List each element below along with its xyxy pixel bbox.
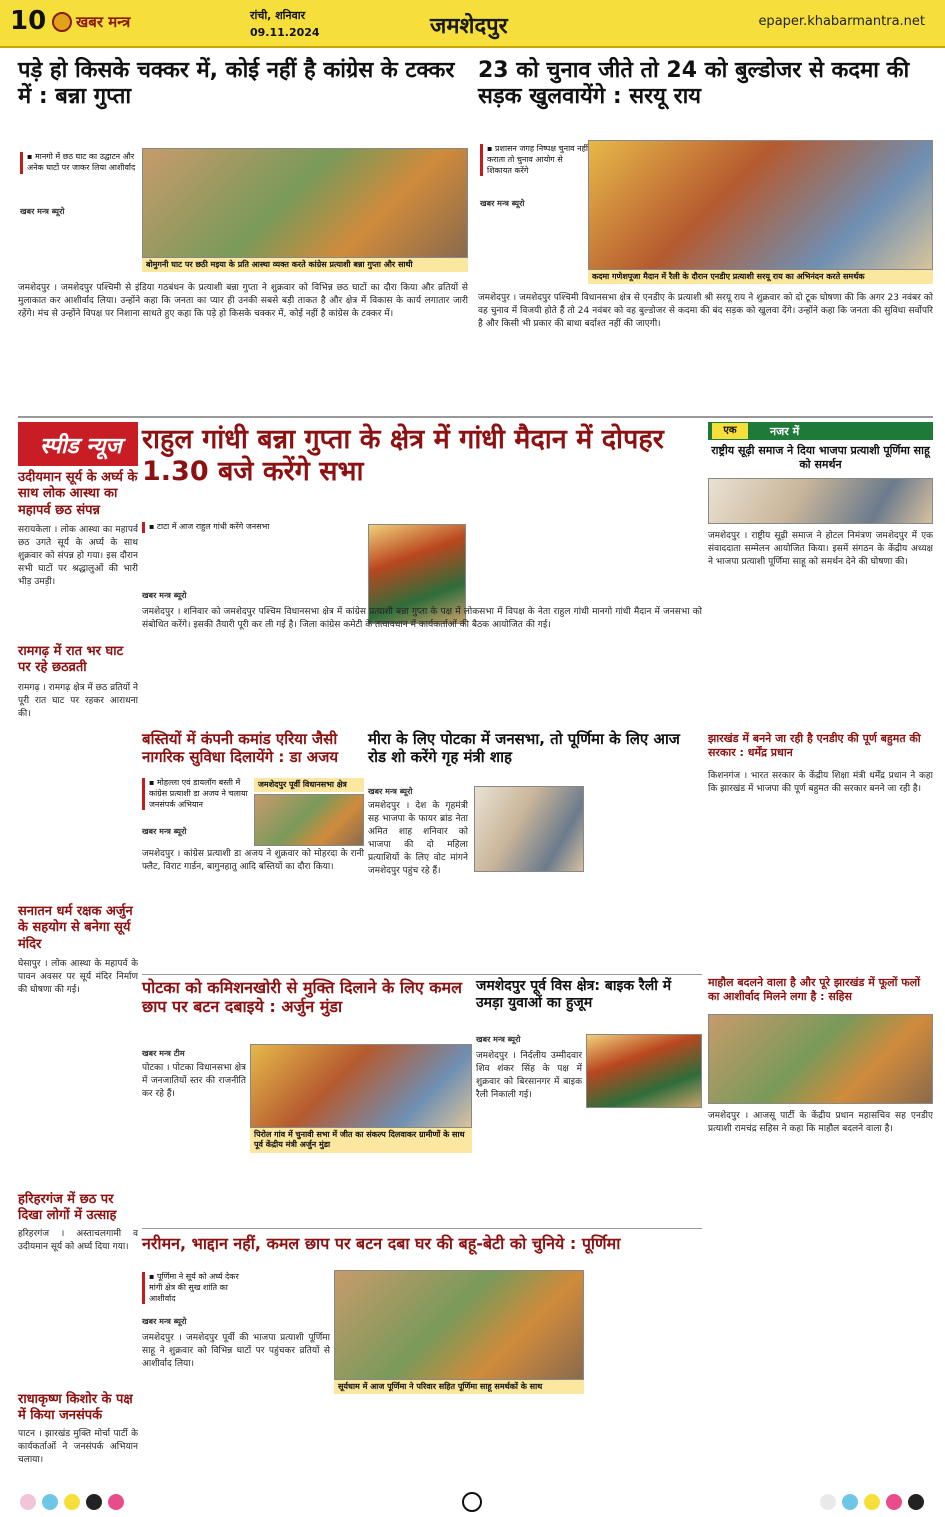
story8-photo	[334, 1270, 584, 1380]
nazar-photo	[708, 478, 933, 524]
story8-bullets: ▪ पूर्णिमा ने सूर्य को अर्घ्य देकर मांगी क्षेत्र की सुख शांति का आशीर्वाद	[142, 1272, 252, 1304]
brand-logo-icon	[52, 12, 72, 32]
section-title: जमशेदपुर	[430, 14, 508, 39]
nazar-headline: राष्ट्रीय सूढ़ी समाज ने दिया भाजपा प्रत्याशी पूर्णिमा साहू को समर्थन	[711, 444, 930, 471]
brand-name: खबर मन्त्र	[76, 13, 131, 31]
story6-byline: खबर मन्त्र टीम	[142, 1049, 185, 1058]
story1-caption: बोमुगनी घाट पर छठी मइया के प्रति आस्था व्यक्त करते कांग्रेस प्रत्याशी बन्ना गुप्ता और साथी	[142, 258, 468, 272]
registration-mark-icon	[462, 1492, 482, 1512]
story2-headline: 23 को चुनाव जीते तो 24 को बुल्डोजर से कदमा की सड़क खुलवायेंगे : सरयू राय	[478, 58, 910, 110]
story7-photo	[586, 1034, 702, 1108]
nazar-body3: जमशेदपुर । आजसू पार्टी के केंद्रीय प्रधान महासचिव सह एनडीए प्रत्याशी रामचंद्र सहिस ने कहा कि माहौल बदलने वाला है।	[708, 1111, 933, 1135]
speed-item-4-body: हरिहरगंज । अस्ताचलगामी व उदीयमान सूर्य को अर्घ्य दिया गया।	[18, 1229, 138, 1253]
story2-byline: खबर मन्त्र ब्यूरो	[480, 199, 525, 208]
story8-caption: सूर्यधाम में आज पूर्णिमा ने परिवार सहित पूर्णिमा साहू समर्थकों के साथ	[334, 1380, 584, 1394]
story8-body: जमशेदपुर । जमशेदपुर पूर्वी की भाजपा प्रत्याशी पूर्णिमा साहू ने शुक्रवार को विभिन्न घाटों पर पहुंचकर व्रतियों से आशीर्वाद लिया।	[142, 1333, 330, 1370]
story7-byline: खबर मन्त्र ब्यूरो	[476, 1035, 521, 1044]
story4-photo-label: जमशेदपुर पूर्वी विधानसभा क्षेत्र	[254, 778, 364, 792]
story1-headline: पड़े हो किसके चक्कर में, कोई नहीं है कांग्रेस के टक्कर में : बन्ना गुप्ता	[18, 58, 455, 110]
story8-byline: खबर मन्त्र ब्यूरो	[142, 1317, 187, 1326]
story3-bullets: ▪ टाटा में आज राहुल गांधी करेंगे जनसभा	[142, 522, 272, 533]
story3-byline: खबर मन्त्र ब्यूरो	[142, 591, 187, 600]
nazar-head2: झारखंड में बनने जा रही है एनडीए की पूर्ण बहुमत की सरकार : धर्मेंद्र प्रधान	[708, 732, 921, 759]
story4-photo	[254, 794, 364, 846]
speed-news-title: स्पीड न्यूज	[40, 434, 122, 459]
color-dot	[64, 1494, 80, 1510]
story3-headline: राहुल गांधी बन्ना गुप्ता के क्षेत्र में गांधी मैदान में दोपहर 1.30 बजे करेंगे सभा	[142, 424, 664, 488]
story4-byline: खबर मन्त्र ब्यूरो	[142, 827, 187, 836]
speed-item-1-body: सरायकेला । लोक आस्था का महापर्व छठ उगते सूर्य के अर्घ्य के साथ शुक्रवार को संपन्न हो गया। इस दौरान सभी घाटों पर श्रद्धालुओं की भारी भीड़ उमड़ी।	[18, 525, 138, 588]
story7-headline: जमशेदपुर पूर्व विस क्षेत्र: बाइक रैली में उमड़ा युवाओं का हुजूम	[476, 978, 672, 1011]
story4-headline: बस्तियों में कंपनी कमांड एरिया जैसी नागरिक सुविधा दिलायेंगे : डा अजय	[142, 730, 339, 766]
nazar-body2: किशनगंज । भारत सरकार के केंद्रीय शिक्षा मंत्री धर्मेंद्र प्रधान ने कहा कि झारखंड में भाजपा की पूर्ण बहुमत की सरकार बनने जा रही है।	[708, 771, 933, 795]
color-dot	[108, 1494, 124, 1510]
color-dot	[908, 1494, 924, 1510]
speed-item-3-head: सनातन धर्म रक्षक अर्जुन के सहयोग से बनेगा सूर्य मंदिर	[18, 904, 133, 952]
color-dot	[820, 1494, 836, 1510]
color-dot	[842, 1494, 858, 1510]
edition-city: रांची, शनिवार	[250, 9, 306, 22]
story4-body: जमशेदपुर । कांग्रेस प्रत्याशी डा अजय ने शुक्रवार को मोहरदा के रानी फ्लैट, विराट गार्डन, बागुनहातु आदि बस्तियों का दौरा किया।	[142, 849, 364, 873]
story1-bullets: ▪ मानगो में छठ घाट का उद्घाटन और अनेक घाटों पर जाकर लिया आशीर्वाद	[20, 152, 138, 174]
website-link[interactable]: epaper.khabarmantra.net	[758, 14, 925, 29]
story2-bullets: ▪ प्रशासन जगह निष्पक्ष चुनाव नहीं कराता तो चुनाव आयोग से शिकायत करेंगे	[480, 144, 590, 176]
speed-item-2-body: रामगढ़ । रामगढ़ क्षेत्र में छठ व्रतियों ने पूरी रात घाट पर रहकर आराधना की।	[18, 683, 138, 720]
page-number: 10	[10, 6, 47, 36]
story1-body: जमशेदपुर । जमशेदपुर पश्चिमी से इंडिया गठबंधन के प्रत्याशी बन्ना गुप्ता ने शुक्रवार को विभिन्न छठ घाटों का दौरा किया और व्रतियों से मुलाकात कर आशीर्वाद लिया। उन्होंने कहा कि जनता का प्यार ही उनकी सबसे बड़ी ताकत है और क्षेत्र में विकास के कार्य लगातार जारी रहेंगे। मंच से उन्होंने विपक्ष पर निशाना साधते हुए कहा कि पड़े हो किसके चक्कर में, कोई नहीं है कांग्रेस के टक्कर में।	[18, 283, 468, 320]
story2-body: जमशेदपुर । जमशेदपुर पश्चिमी विधानसभा क्षेत्र से एनडीए के प्रत्याशी श्री सरयू राय ने शुक्रवार को दो टूक घोषणा की कि अगर 23 नवंबर को वह चुनाव में विजयी होते हैं तो 24 नवंबर को वह बुल्डोजर से कदमा की बंद सड़क को खुलवा देंगे। उन्होंने कहा कि जनता की सुविधा सर्वोपरि है और किसी भी प्रकार की बाधा बर्दाश्त नहीं की जाएगी।	[478, 293, 933, 330]
nazar-label: नजर में	[770, 425, 800, 438]
story5-photo	[474, 786, 584, 872]
story5-byline: खबर मन्त्र ब्यूरो	[368, 787, 413, 796]
story4-bullets: ▪ मोहल्ला एवं डायलॉग बस्ती में कांग्रेस प्रत्याशी डा अजय ने चलाया जनसंपर्क अभियान	[142, 778, 250, 810]
divider-3	[142, 1228, 702, 1229]
nazar-body: जमशेदपुर । राष्ट्रीय सूढ़ी समाज ने होटल निमंत्रण जमशेदपुर में एक संवाददाता सम्मेलन आयोजित किया। इसमें संगठन के केंद्रीय अध्यक्ष ने भाजपा प्रत्याशी पूर्णिमा साहू को समर्थन देने की घोषणा की।	[708, 531, 933, 568]
speed-item-5-head: राधाकृष्ण किशोर के पक्ष में किया जनसंपर्क	[18, 1392, 133, 1424]
nazar-photo-2	[708, 1014, 933, 1104]
edition-date: 09.11.2024	[250, 26, 320, 39]
color-dot	[42, 1494, 58, 1510]
color-dot	[86, 1494, 102, 1510]
color-dot	[864, 1494, 880, 1510]
speed-item-1-head: उदीयमान सूर्य के अर्घ्य के साथ लोक आस्था का महापर्व छठ संपन्न	[18, 470, 138, 518]
color-dot	[886, 1494, 902, 1510]
story5-headline: मीरा के लिए पोटका में जनसभा, तो पूर्णिमा के लिए आज रोड शो करेंगे गृह मंत्री शाह	[368, 730, 680, 766]
speed-item-5-body: पाटन । झारखंड मुक्ति मोर्चा पार्टी के कार्यकर्ताओं ने जनसंपर्क अभियान चलाया।	[18, 1429, 138, 1466]
story2-caption: कदमा गणेशपूजा मैदान में रैली के दौरान एनडीए प्रत्याशी सरयू राय का अभिनंदन करते समर्थक	[588, 270, 933, 284]
story7-body: जमशेदपुर । निर्दलीय उम्मीदवार शिव शंकर सिंह के पक्ष में शुक्रवार को बिरसानगर में बाइक रैली निकाली गई।	[476, 1051, 582, 1101]
divider	[18, 416, 933, 418]
story6-headline: पोटका को कमिशनखोरी से मुक्ति दिलाने के लिए कमल छाप पर बटन दबाइये : अर्जुन मुंडा	[142, 978, 462, 1017]
speed-item-3-body: घेसापुर । लोक आस्था के महापर्व के पावन अवसर पर सूर्य मंदिर निर्माण की घोषणा की गई।	[18, 959, 138, 996]
color-dot	[20, 1494, 36, 1510]
story8-headline: नरीमन, भाद्दान नहीं, कमल छाप पर बटन दबा घर की बहू-बेटी को चुनिये : पूर्णिमा	[142, 1234, 621, 1253]
speed-item-2-head: रामगढ़ में रात भर घाट पर रहे छठव्रती	[18, 644, 124, 676]
nazar-head3: माहौल बदलने वाला है और पूरे झारखंड में फूलों फलों का आशीर्वाद मिलने लगा है : सहिस	[708, 976, 921, 1003]
speed-item-4-head: हरिहरगंज में छठ पर दिखा लोगों में उत्साह	[18, 1192, 117, 1224]
story6-caption: पिरोल गांव में चुनावी सभा में जीत का संकल्प दिलवाकर ग्रामीणों के साथ पूर्व केंद्रीय मंत्री अर्जुन मुंडा	[250, 1128, 472, 1153]
divider-2	[142, 974, 702, 975]
story6-photo	[250, 1044, 472, 1128]
story1-byline: खबर मन्त्र ब्यूरो	[20, 207, 65, 216]
story5-body: जमशेदपुर । देश के गृहमंत्री सह भाजपा के फायर ब्रांड नेता अमित शाह शनिवार को भाजपा की दो महिला प्रत्याशियों के लिए वोट मांगने जमशेदपुर पहुंच रहे हैं।	[368, 801, 468, 877]
nazar-ek-badge: एक	[712, 423, 748, 439]
story3-body: जमशेदपुर । शनिवार को जमशेदपुर पश्चिम विधानसभा क्षेत्र में कांग्रेस प्रत्याशी बन्ना गुप्ता के पक्ष में लोकसभा में विपक्ष के नेता राहुल गांधी मानगो गांधी मैदान में जनसभा को संबोधित करेंगे। इसकी तैयारी पूरी कर ली गई है। जिला कांग्रेस कमेटी के तत्वावधान में कार्यकर्ताओं की बैठक आयोजित की गई।	[142, 607, 702, 631]
story6-body: पोटका । पोटका विधानसभा क्षेत्र में जनजातियों स्तर की राजनीति कर रहे हैं।	[142, 1063, 246, 1100]
